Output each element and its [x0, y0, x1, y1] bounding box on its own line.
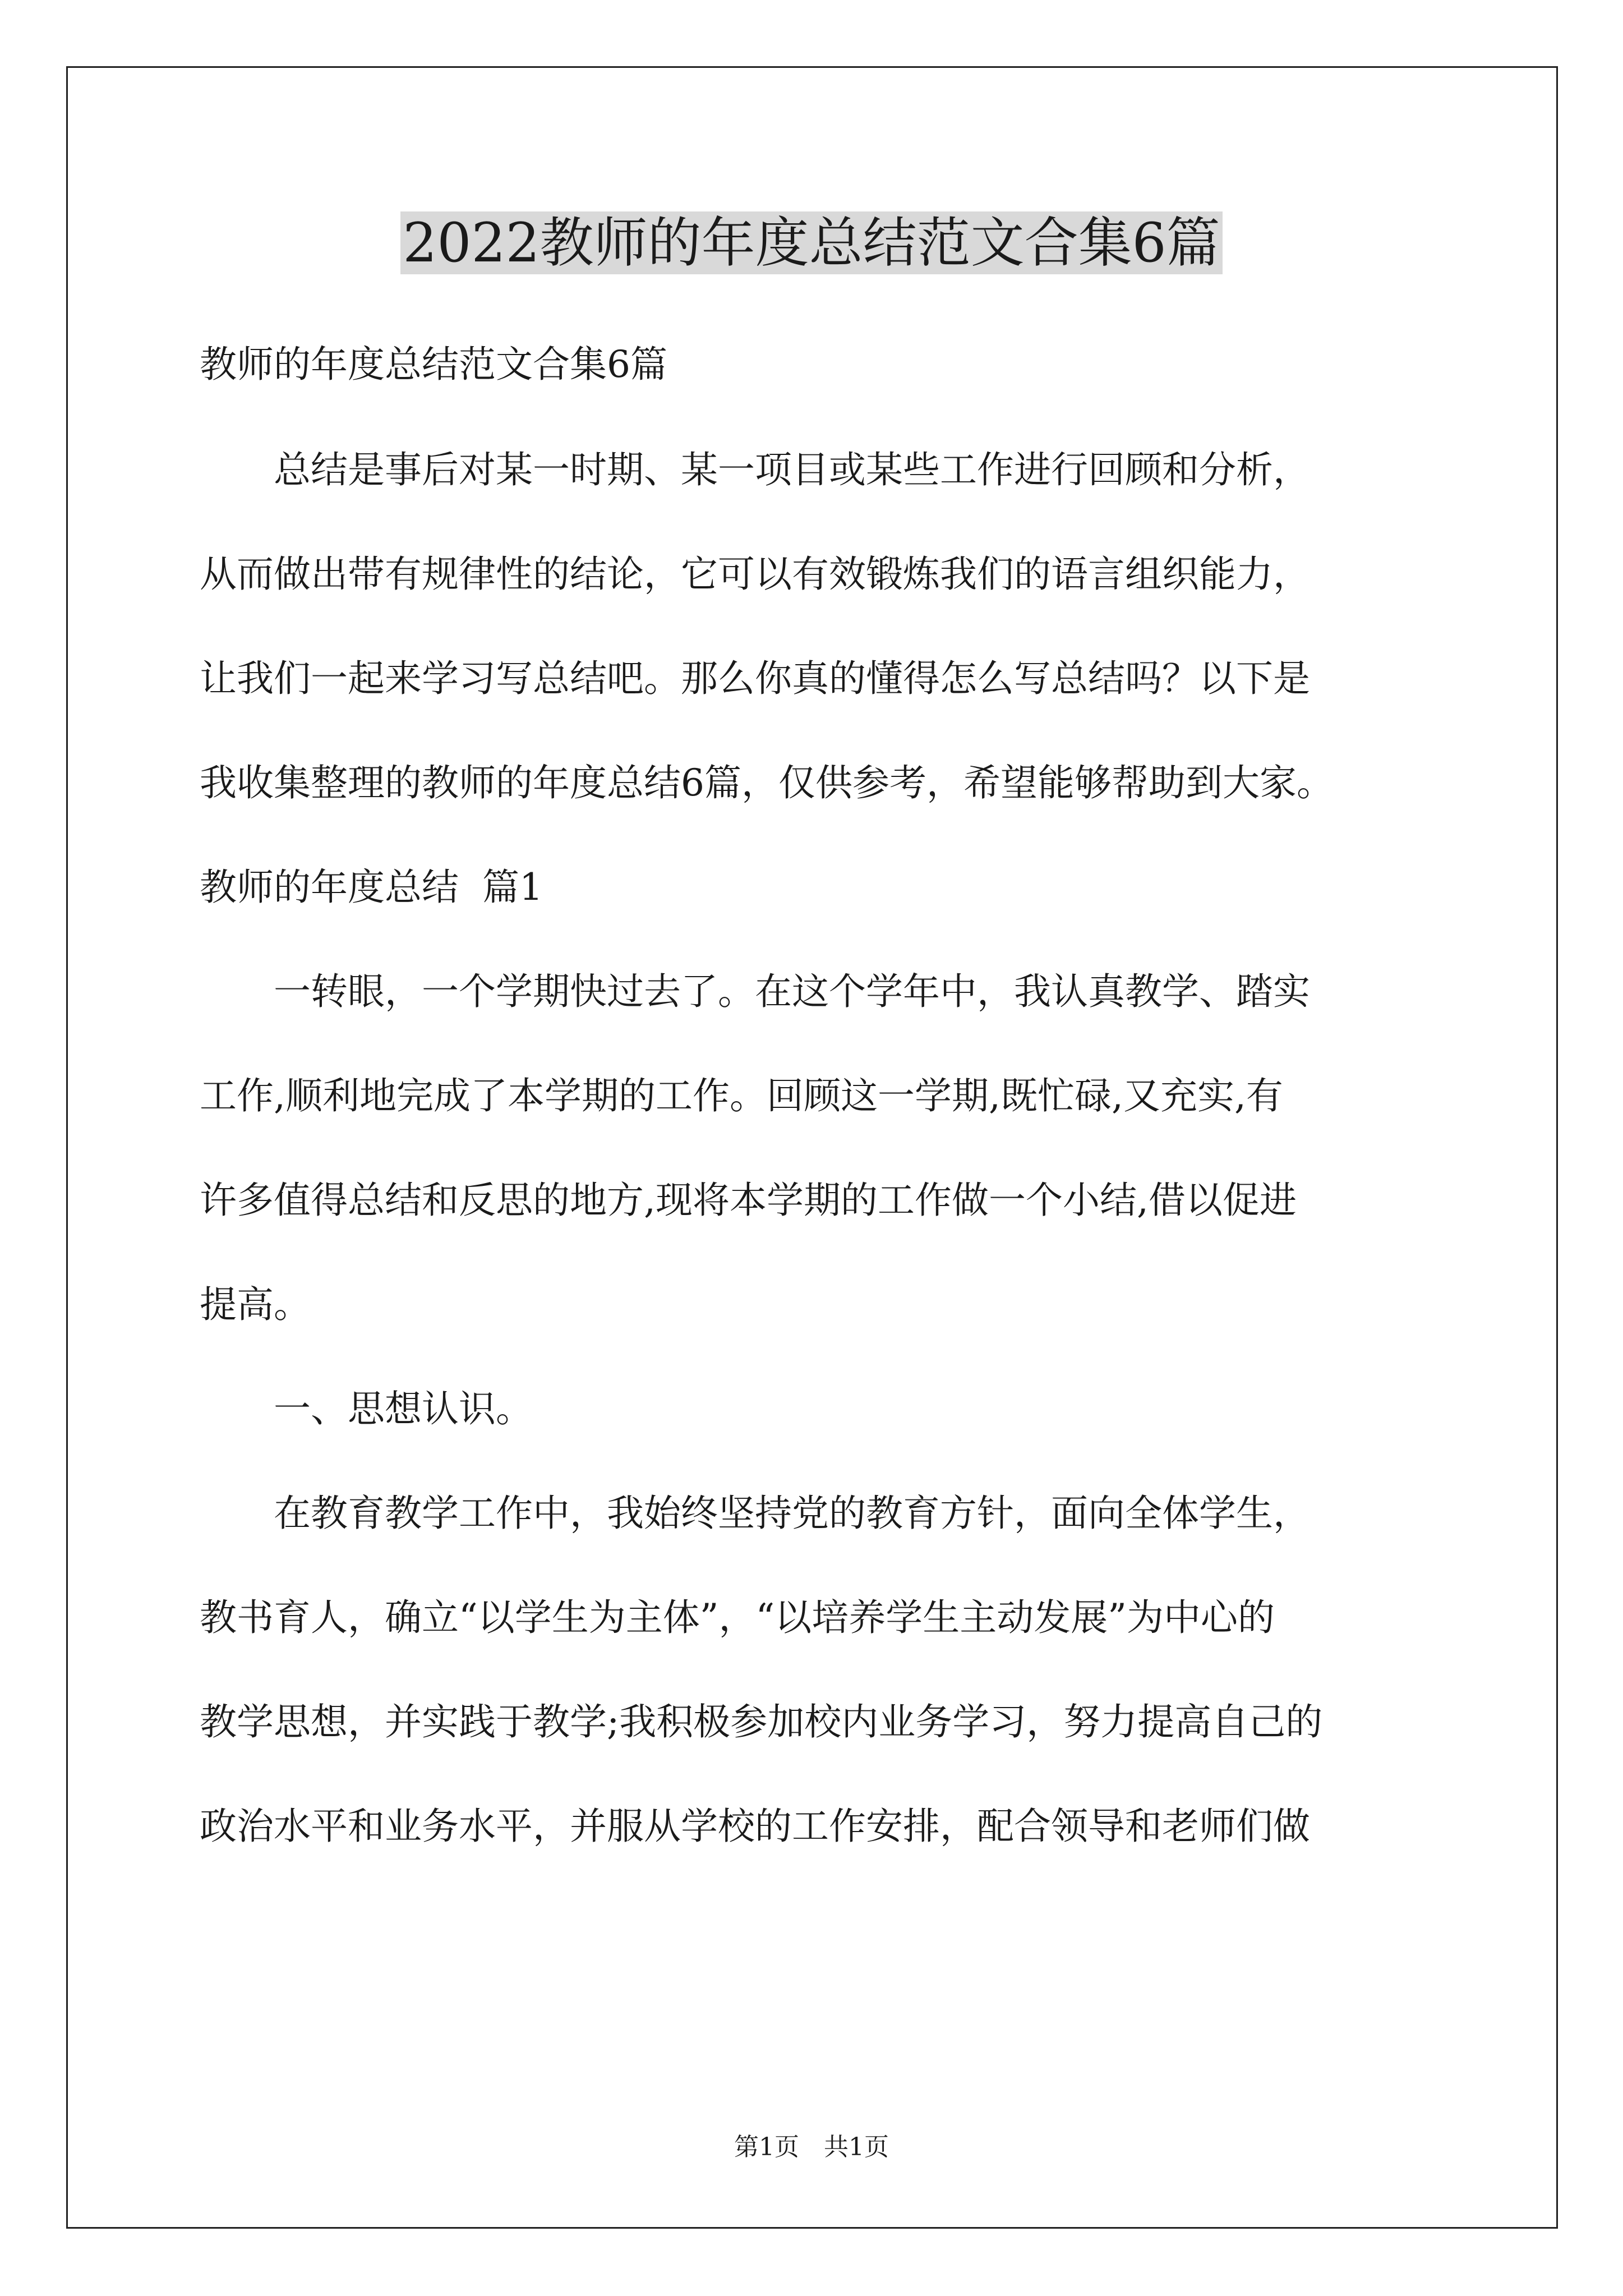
page-footer: [0, 2131, 1623, 2164]
paragraph-line: 一转眼，一个学期快过去了。在这个学年中，我认真教学、踏实: [274, 970, 1310, 1013]
section-paragraph-2: [200, 1488, 1433, 1852]
paragraph-line: 在教育教学工作中，我始终坚持党的教育方针，面向全体学生，: [274, 1492, 1310, 1535]
page-number-current: 第1页: [734, 2133, 799, 2161]
paragraph-line: 教书育人，确立“以学生为主体”，“以培养学生主动发展”为中心的: [200, 1596, 1275, 1639]
document-subtitle: 教师的年度总结范文合集6篇: [200, 343, 667, 386]
intro-line: 我收集整理的教师的年度总结6篇，仅供参考，希望能够帮助到大家。: [200, 761, 1334, 804]
paragraph-line: 工作,顺利地完成了本学期的工作。回顾这一学期,既忙碌,又充实,有: [200, 1074, 1283, 1117]
section-heading: 教师的年度总结 篇1: [200, 866, 543, 909]
section-paragraph-1: [200, 967, 1433, 1330]
document-title: [0, 206, 1623, 279]
paragraph-line: 许多值得总结和反思的地方,现将本学期的工作做一个小结,借以促进: [200, 1179, 1297, 1222]
intro-line: 让我们一起来学习写总结吧。那么你真的懂得怎么写总结吗？以下是: [200, 657, 1310, 700]
intro-line: 从而做出带有规律性的结论，它可以有效锻炼我们的语言组织能力，: [200, 553, 1310, 596]
subheading-thought: 一、思想认识。: [274, 1387, 533, 1430]
intro-line: 总结是事后对某一时期、某一项目或某些工作进行回顾和分析，: [274, 448, 1310, 491]
paragraph-line: 教学思想，并实践于教学;我积极参加校内业务学习，努力提高自己的: [200, 1700, 1323, 1743]
document-body: [200, 339, 1433, 1906]
page-number-total: 共1页: [824, 2133, 889, 2161]
intro-paragraph: [200, 445, 1433, 808]
paragraph-line: 政治水平和业务水平，并服从学校的工作安排，配合领导和老师们做: [200, 1805, 1310, 1848]
document-title-text: 2022教师的年度总结范文合集6篇: [400, 211, 1222, 274]
paragraph-line: 提高。: [200, 1283, 311, 1326]
